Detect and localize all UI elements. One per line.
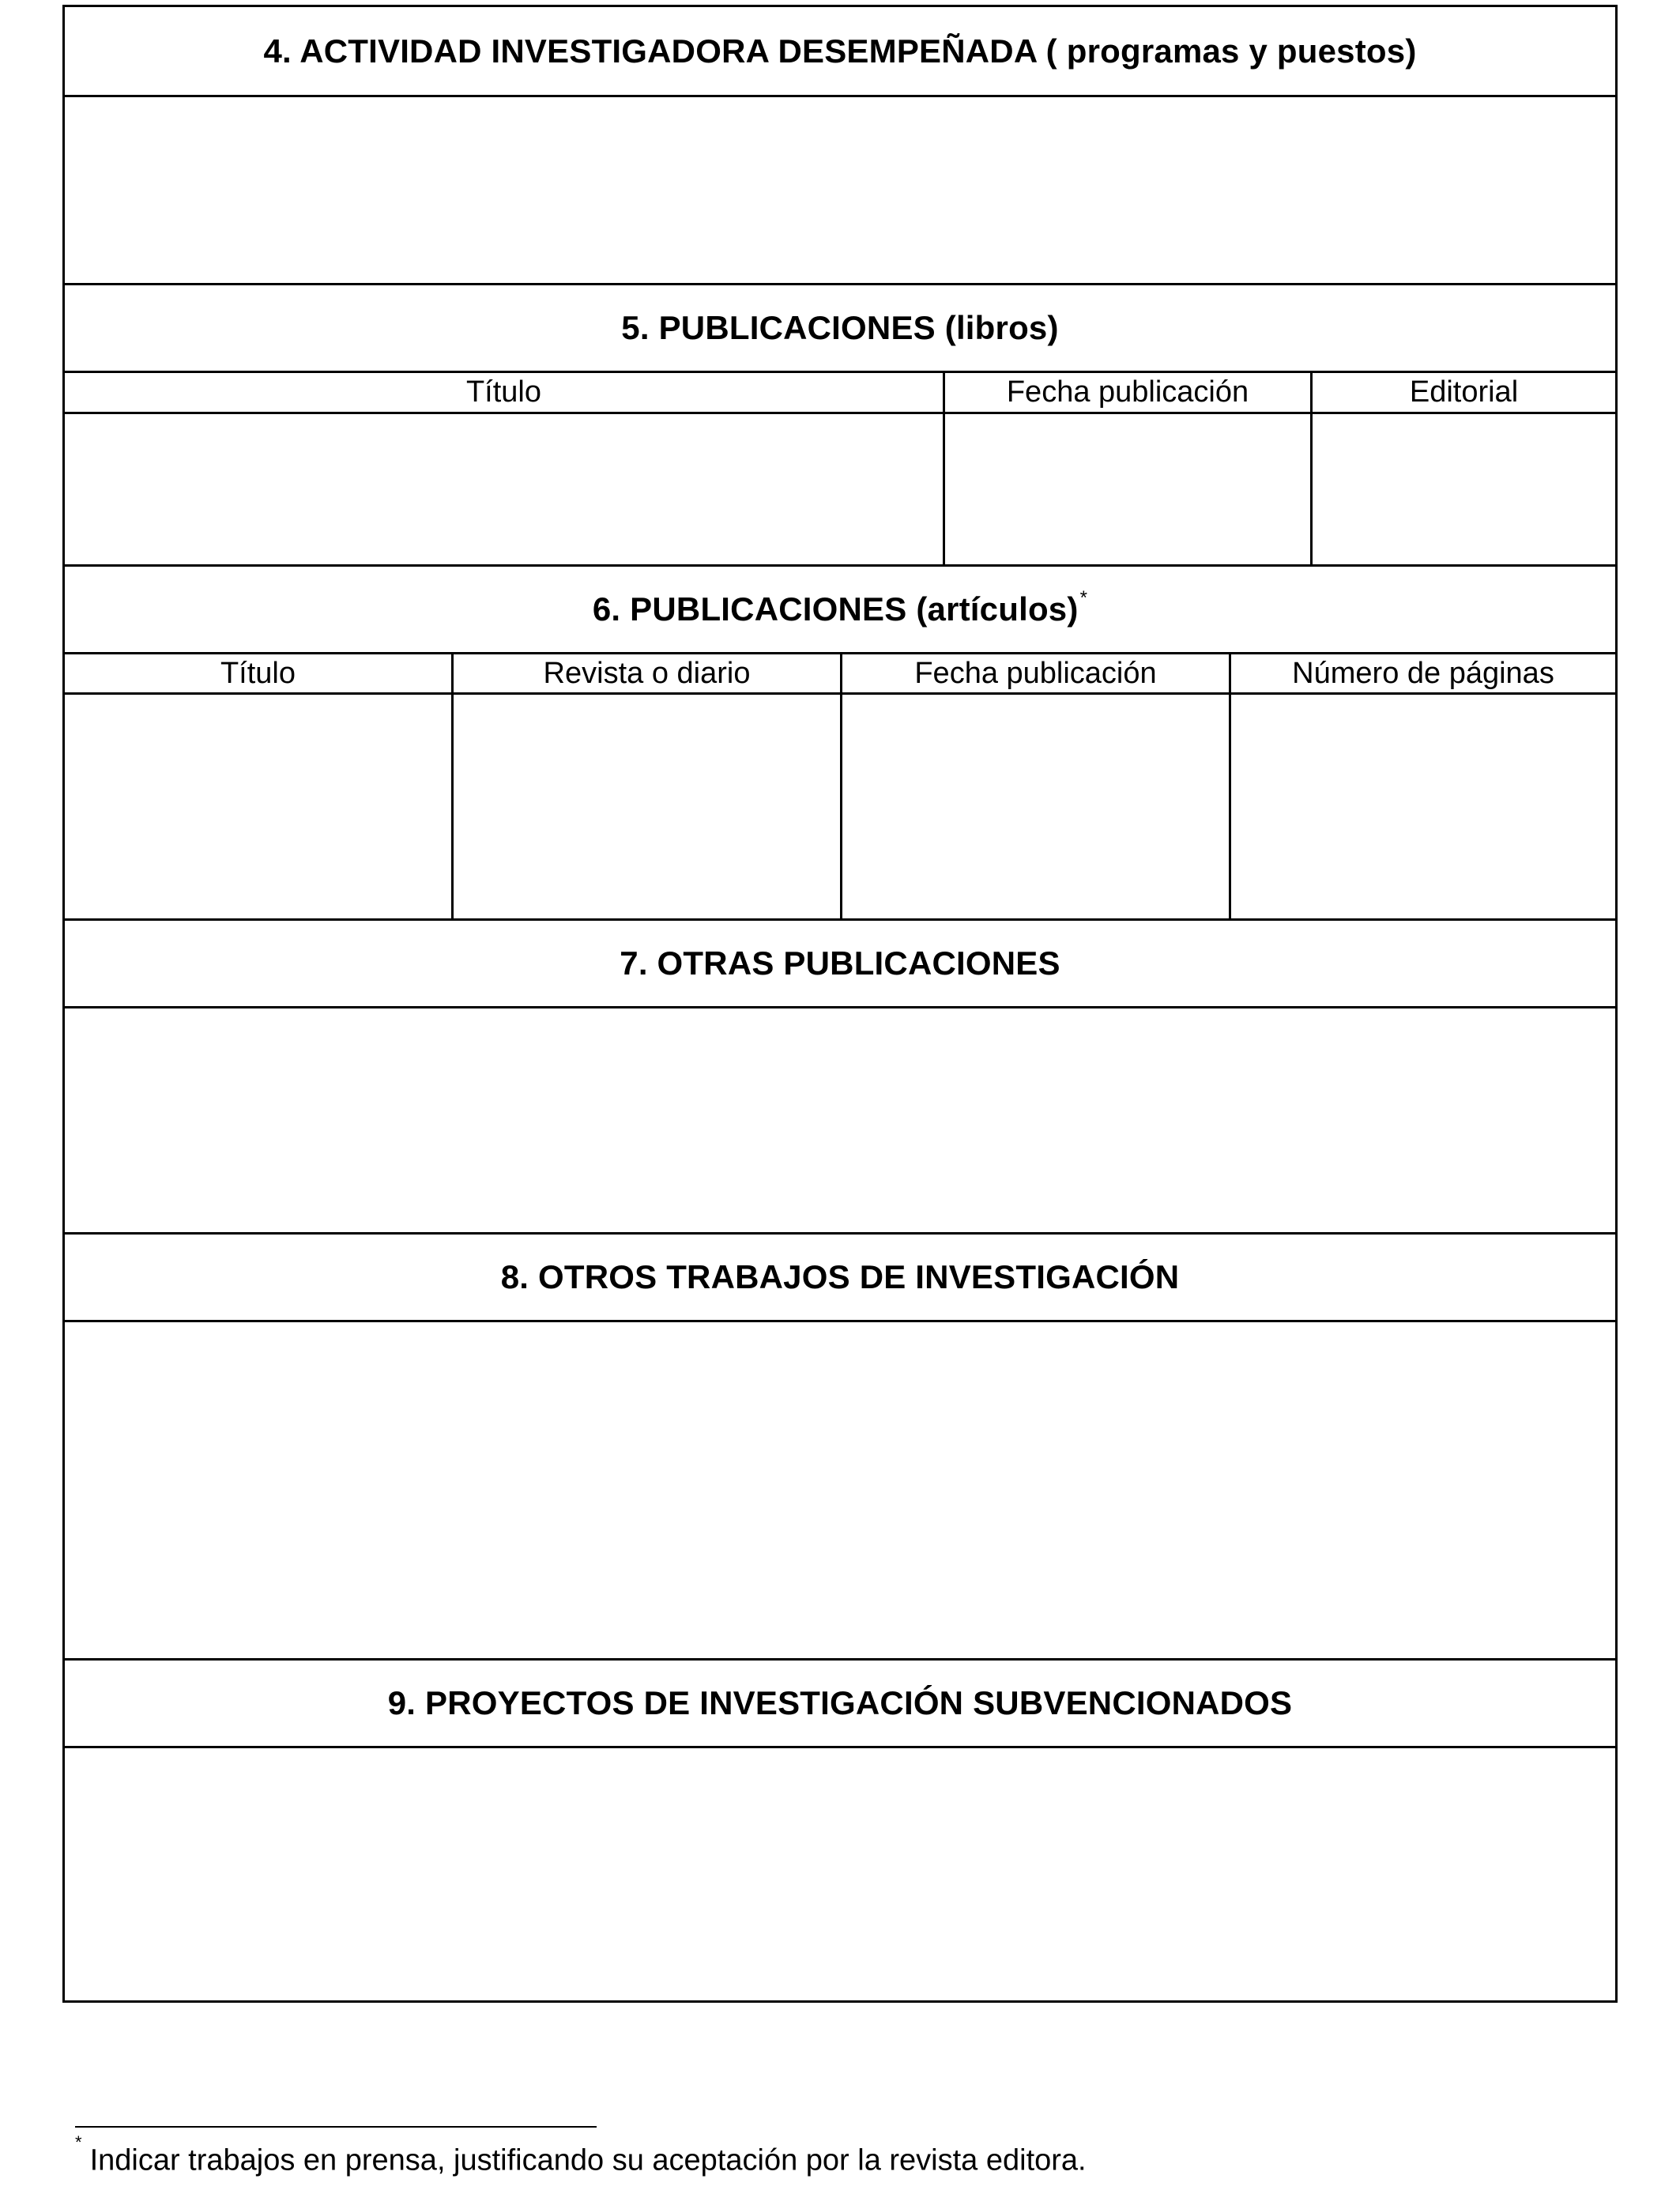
section-8-field[interactable]	[65, 1322, 1615, 1661]
section-6-header	[65, 567, 1615, 654]
column-header-numero-de-paginas: Número de páginas	[1292, 656, 1554, 690]
column-header-titulo: Título	[65, 654, 454, 692]
footnote-mark: *	[75, 2132, 82, 2152]
section-8-title: 8. OTROS TRABAJOS DE INVESTIGACIÓN	[500, 1258, 1180, 1295]
section-6-column-headers	[65, 654, 1615, 695]
section-6-title: 6. PUBLICACIONES (artículos)	[592, 590, 1079, 628]
section-6-entry-row	[65, 695, 1615, 921]
article-title-cell[interactable]	[65, 695, 454, 918]
article-date-cell[interactable]	[842, 695, 1231, 918]
footnote	[75, 2132, 1087, 2178]
section-9-field[interactable]	[65, 1748, 1615, 2000]
research-activity-form	[62, 5, 1618, 2003]
column-header-fecha-publicacion: Fecha publicación	[945, 373, 1313, 412]
article-pages-cell[interactable]	[1231, 695, 1615, 918]
section-7-field[interactable]	[65, 1008, 1615, 1235]
section-5-header	[65, 285, 1615, 373]
book-date-cell[interactable]	[945, 414, 1313, 564]
column-header-revista-o-diario: Revista o diario	[454, 654, 842, 692]
article-journal-cell[interactable]	[454, 695, 842, 918]
column-header-fecha-publicacion: Fecha publicación	[842, 654, 1231, 692]
section-5-column-headers	[65, 373, 1615, 414]
section-9-title: 9. PROYECTOS DE INVESTIGACIÓN SUBVENCIONADOS	[387, 1684, 1293, 1721]
footnote-text: Indicar trabajos en prensa, justificando su aceptación por la revista editora.	[89, 2143, 1087, 2177]
section-4-header	[65, 7, 1615, 97]
section-8-header	[65, 1235, 1615, 1322]
section-7-header	[65, 921, 1615, 1008]
footnote-separator	[75, 2126, 597, 2128]
column-header-editorial: Editorial	[1409, 375, 1519, 409]
book-publisher-cell[interactable]	[1313, 414, 1615, 564]
section-5-title: 5. PUBLICACIONES (libros)	[621, 309, 1059, 346]
section-5-entry-row	[65, 414, 1615, 567]
section-4-field[interactable]	[65, 97, 1615, 285]
book-title-cell[interactable]	[65, 414, 945, 564]
section-7-title: 7. OTRAS PUBLICACIONES	[620, 944, 1060, 982]
section-9-header	[65, 1661, 1615, 1748]
footnote-reference-mark: *	[1079, 587, 1088, 609]
column-header-titulo: Título	[65, 373, 945, 412]
section-4-title: 4. ACTIVIDAD INVESTIGADORA DESEMPEÑADA ( programas y puestos)	[263, 32, 1417, 70]
